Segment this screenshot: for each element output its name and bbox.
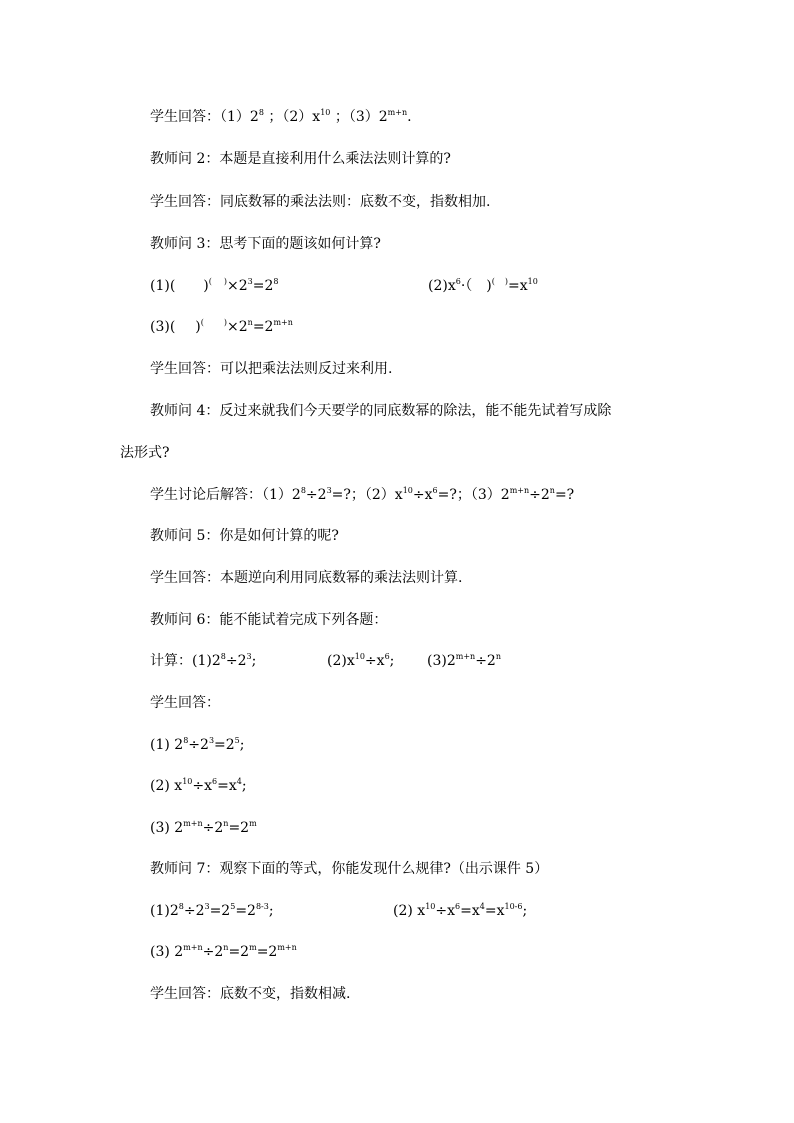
solution-2: (2) $x^{10}\div x^6=x^4$;	[150, 777, 247, 794]
student-answer-1: 学生回答：$(1)2^8$ ；$(2)x^{10}$ ；$(3)2^{m+n}$.	[150, 108, 412, 125]
exercise-3-blank: (3)( )( $^)\times 2^n=2^{m+n}$	[150, 318, 293, 335]
student-answer-label: 学生回答：	[150, 695, 220, 711]
rule-example-1: $(1)2^8\div 2^3=2^5=2^{8-3}$;	[150, 902, 274, 919]
teacher-question-6: 教师问 6：能不能试着完成下列各题：	[150, 612, 388, 628]
teacher-question-4-cont: 法形式?	[120, 445, 170, 461]
student-answer-2: 学生回答：同底数幂的乘法法则：底数不变，指数相加.	[150, 194, 491, 210]
teacher-question-3: 教师问 3：思考下面的题该如何计算?	[150, 236, 381, 252]
teacher-question-5: 教师问 5：你是如何计算的呢?	[150, 528, 339, 544]
student-answer-3: 学生回答：可以把乘法法则反过来利用.	[150, 361, 393, 377]
rule-example-2: (2) $x^{10}\div x^6=x^4=x^{10-6}$;	[393, 902, 528, 919]
exercise-1-blank: (1)( )( $^)\times 2^3=2^8$	[150, 277, 279, 294]
teacher-question-4: 教师问 4：反过来就我们今天要学的同底数幂的除法，能不能先试着写成除	[150, 403, 612, 419]
student-answer-final: 学生回答：底数不变，指数相减.	[150, 986, 351, 1002]
student-discussion-answer: 学生讨论后解答：$(1)2^8\div 2^3=$?；$(2)x^{10}\div x^6=$?；$(3)2^{m+n}\div 2^n=$?	[150, 486, 575, 503]
teacher-question-2: 教师问 2：本题是直接利用什么乘法法则计算的?	[150, 151, 451, 167]
solution-3: (3) $2^{m+n}\div 2^n=2^m$	[150, 819, 257, 836]
exercise-2-blank: $(2)x^6\cdot$（ )( $^)=x^{10}$	[428, 277, 538, 294]
rule-example-3: (3) $2^{m+n}\div 2^n=2^m=2^{m+n}$	[150, 943, 297, 960]
calc-exercise-3: $(3)2^{m+n}\div 2^n$	[427, 652, 501, 669]
solution-1: (1) $2^8\div 2^3=2^5$;	[150, 736, 245, 753]
student-answer-4: 学生回答：本题逆向利用同底数幂的乘法法则计算.	[150, 570, 463, 586]
calc-exercise-2: $(2)x^{10}\div x^6$;	[327, 652, 395, 669]
calc-exercise-1: 计算：$(1)2^8\div 2^3$;	[150, 652, 257, 669]
teacher-question-7: 教师问 7：观察下面的等式，你能发现什么规律?（出示课件 5）	[150, 861, 549, 877]
